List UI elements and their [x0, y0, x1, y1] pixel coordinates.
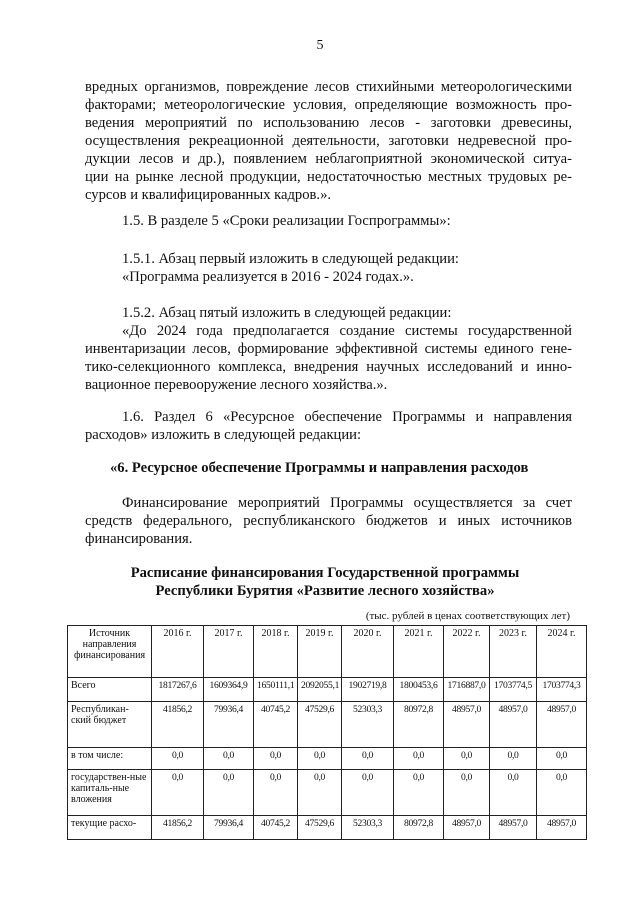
text-line: ции на рынке лесной продукции, недостаточностью местных трудовых ре- [85, 169, 572, 185]
financing-paragraph: Финансирование мероприятий Программы осуществляется за счет средств федерального, республиканского бюджетов и иных источников финансирования. [85, 495, 572, 547]
row-label: Всего [68, 678, 152, 702]
cell: 0,0 [298, 748, 342, 770]
cell: 0,0 [152, 748, 204, 770]
table-header-row [68, 626, 587, 678]
cell: 0,0 [490, 748, 537, 770]
cell: 52303,3 [342, 702, 394, 748]
cell: 48957,0 [444, 702, 490, 748]
cell: 47529,6 [298, 702, 342, 748]
header-year: 2020 г. [342, 626, 394, 678]
text-line: сурсов и квалифицированных кадров.». [85, 187, 332, 203]
cell: 48957,0 [444, 816, 490, 840]
cell: 47529,6 [298, 816, 342, 840]
cell: 48957,0 [490, 702, 537, 748]
cell: 40745,2 [254, 816, 298, 840]
table-row [68, 770, 587, 816]
text-line: ведения мероприятий по использованию лесов - заготовки древесины, [85, 115, 572, 131]
section-heading: «6. Ресурсное обеспечение Программы и направления расходов [110, 460, 529, 476]
cell: 0,0 [444, 770, 490, 816]
cell: 80972,8 [394, 702, 444, 748]
text-line: осуществления рекреационной деятельности, заготовки недревесной про- [85, 133, 572, 149]
header-year: 2018 г. [254, 626, 298, 678]
cell: 41856,2 [152, 702, 204, 748]
cell: 48957,0 [537, 816, 587, 840]
cell: 0,0 [394, 770, 444, 816]
cell: 0,0 [254, 748, 298, 770]
cell: 1800453,6 [394, 678, 444, 702]
financing-table [67, 625, 587, 840]
cell: 0,0 [298, 770, 342, 816]
header-source: Источник направления финансирования [68, 626, 152, 678]
cell: 1609364,9 [204, 678, 254, 702]
cell: 48957,0 [490, 816, 537, 840]
table-row [68, 748, 587, 770]
cell: 1703774,5 [490, 678, 537, 702]
cell: 80972,8 [394, 816, 444, 840]
table-row [68, 816, 587, 840]
header-year: 2022 г. [444, 626, 490, 678]
page-number: 5 [316, 38, 324, 53]
cell: 1650111,1 [254, 678, 298, 702]
row-label: в том числе: [68, 748, 152, 770]
row-label: государствен-ные капиталь-ные вложения [68, 770, 152, 816]
cell: 52303,3 [342, 816, 394, 840]
cell: 1817267,6 [152, 678, 204, 702]
header-year: 2017 г. [204, 626, 254, 678]
header-year: 2024 г. [537, 626, 587, 678]
cell: 0,0 [342, 748, 394, 770]
cell: 0,0 [537, 748, 587, 770]
cell: 1716887,0 [444, 678, 490, 702]
item-1-6: 1.6. Раздел 6 «Ресурсное обеспечение Программы и направления расходов» изложить в следующей редакции: [85, 409, 572, 443]
header-year: 2023 г. [490, 626, 537, 678]
cell: 0,0 [152, 770, 204, 816]
cell: 41856,2 [152, 816, 204, 840]
units-note: (тыс. рублей в ценах соответствующих лет) [365, 610, 570, 622]
table-title-line-2: Республики Бурятия «Развитие лесного хозяйства» [155, 583, 495, 599]
header-year: 2019 г. [298, 626, 342, 678]
table-title-line-1: Расписание финансирования Государственной программы [130, 565, 520, 581]
item-1-5-1-text: «Программа реализуется в 2016 - 2024 годах.». [122, 269, 414, 285]
cell: 0,0 [537, 770, 587, 816]
cell: 0,0 [254, 770, 298, 816]
item-1-5: 1.5. В разделе 5 «Сроки реализации Госпрограммы»: [122, 213, 451, 229]
text-line: вредных организмов, повреждение лесов стихийными метеорологическими [85, 79, 572, 95]
cell: 0,0 [204, 748, 254, 770]
cell: 0,0 [342, 770, 394, 816]
table-row [68, 678, 587, 702]
header-year: 2016 г. [152, 626, 204, 678]
cell: 48957,0 [537, 702, 587, 748]
paragraph-continuation [85, 78, 572, 204]
table-row [68, 702, 587, 748]
cell: 1902719,8 [342, 678, 394, 702]
cell: 40745,2 [254, 702, 298, 748]
cell: 79936,4 [204, 816, 254, 840]
cell: 2092055,1 [298, 678, 342, 702]
row-label: текущие расхо- [68, 816, 152, 840]
cell: 0,0 [204, 770, 254, 816]
item-1-5-2: 1.5.2. Абзац пятый изложить в следующей редакции: [122, 305, 452, 321]
row-label: Республикан-ский бюджет [68, 702, 152, 748]
text-line: дукции лесов и др.), появлением неблагоприятной экономической ситуа- [85, 151, 572, 167]
item-1-5-2-text: «До 2024 года предполагается создание системы государственной инвентаризации лесов, формирование эффективной системы единого гене-тико-селекционного комплекса, внедрения научных исследований и инно-вационное перевооружение лесного хозяйства.». [85, 323, 572, 393]
header-year: 2021 г. [394, 626, 444, 678]
cell: 79936,4 [204, 702, 254, 748]
cell: 0,0 [394, 748, 444, 770]
cell: 0,0 [490, 770, 537, 816]
item-1-5-1: 1.5.1. Абзац первый изложить в следующей редакции: [122, 251, 459, 267]
cell: 1703774,3 [537, 678, 587, 702]
cell: 0,0 [444, 748, 490, 770]
text-line: факторами; метеорологические условия, определяющие возможность про- [85, 97, 572, 113]
